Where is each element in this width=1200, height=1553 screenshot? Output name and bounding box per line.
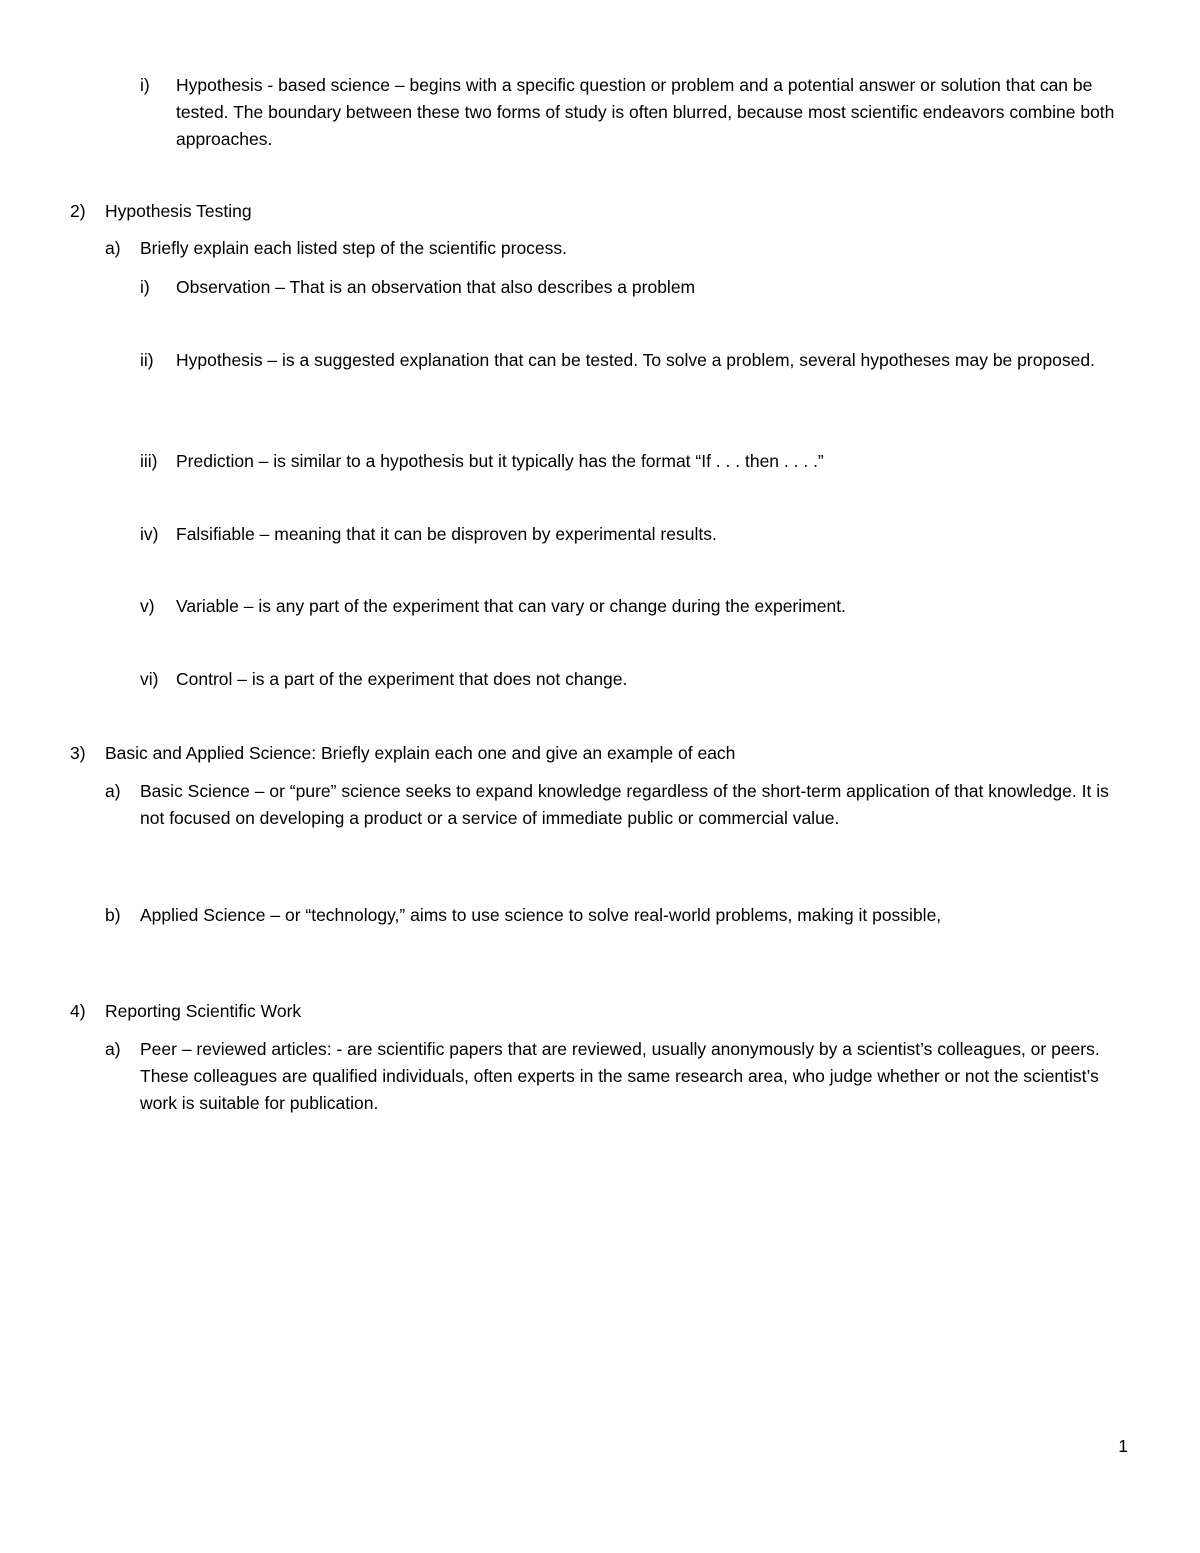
list-marker: i) (140, 75, 150, 95)
list-marker: v) (140, 596, 155, 616)
list-marker: vi) (140, 669, 159, 689)
list-item-text: Peer – reviewed articles: - are scientific papers that are reviewed, usually anonymously by a scientist’s colleagues, or peers. These colleagues are qualified individuals, often experts in the same research area, who judge whether or not the scientist’s work is suitable for publication. (140, 1039, 1100, 1113)
list-item-text: Briefly explain each listed step of the scientific process. (140, 238, 568, 258)
list-marker: 3) (70, 743, 86, 763)
list-item-text: Hypothesis – is a suggested explanation that can be tested. To solve a problem, several hypotheses may be proposed. (176, 350, 1095, 370)
list-marker: iv) (140, 524, 159, 544)
list-marker: i) (140, 277, 150, 297)
section-heading-text: Reporting Scientific Work (105, 1001, 302, 1021)
list-marker: ii) (140, 350, 154, 370)
section-heading-text: Hypothesis Testing (105, 201, 252, 221)
list-item-text: Hypothesis - based science – begins with a specific question or problem and a potential answer or solution that can be tested. The boundary between these two forms of study is often blurred, because most scientific endeavors combine both approaches. (176, 75, 1115, 149)
list-item-text: Prediction – is similar to a hypothesis but it typically has the format “If . . . then . . . .” (176, 451, 824, 471)
list-marker: a) (105, 781, 121, 801)
list-item-text: Variable – is any part of the experiment that can vary or change during the experiment. (176, 596, 846, 616)
list-item-text: Observation – That is an observation that also describes a problem (176, 277, 696, 297)
list-marker: iii) (140, 451, 158, 471)
list-item-text: Applied Science – or “technology,” aims to use science to solve real-world problems, making it possible, (140, 905, 942, 925)
list-marker: a) (105, 1039, 121, 1059)
list-item-text: Falsifiable – meaning that it can be disproven by experimental results. (176, 524, 717, 544)
list-marker: 4) (70, 1001, 86, 1021)
page-number: 1 (1118, 1436, 1128, 1456)
list-marker: b) (105, 905, 121, 925)
list-marker: a) (105, 238, 121, 258)
list-item-text: Control – is a part of the experiment that does not change. (176, 669, 628, 689)
list-marker: 2) (70, 201, 86, 221)
section-heading-text: Basic and Applied Science: Briefly explain each one and give an example of each (105, 743, 736, 763)
list-item-text: Basic Science – or “pure” science seeks to expand knowledge regardless of the short-term application of that knowledge. It is not focused on developing a product or a service of immediate public or commercial value. (140, 781, 1109, 828)
